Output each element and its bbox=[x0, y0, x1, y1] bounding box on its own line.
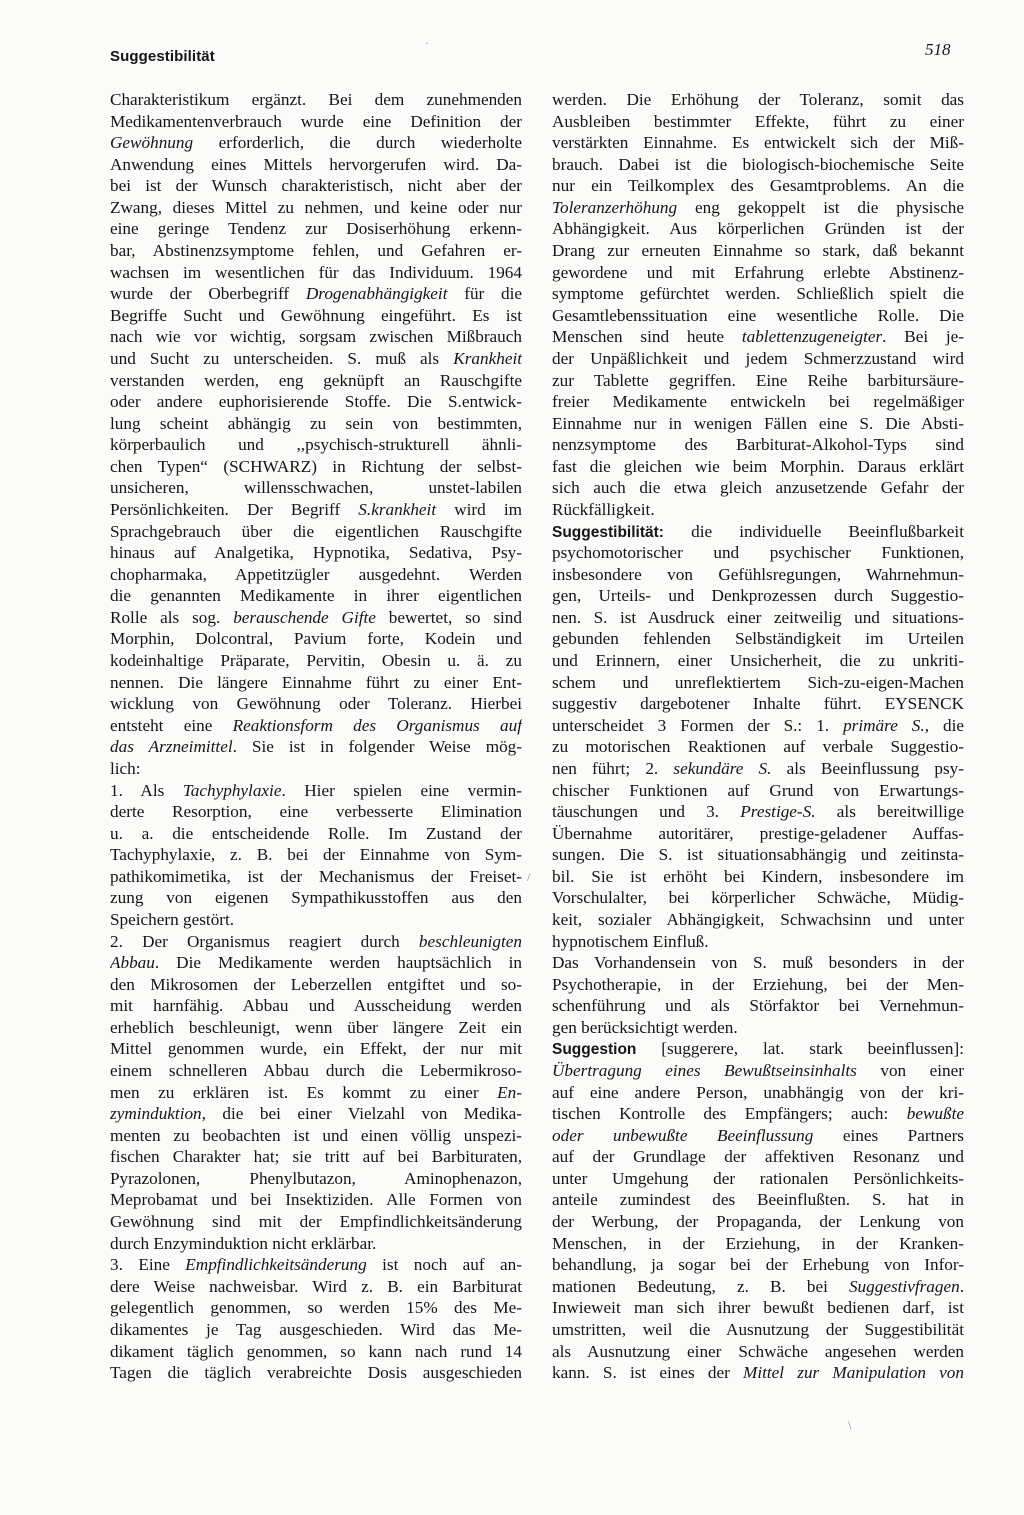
right_column-line: oder unbewußte Beeinflussung eines Partners bbox=[552, 1125, 964, 1145]
right_column-line: gebunden fehlenden Selbständigkeit im Urteilen bbox=[552, 629, 964, 649]
right_column-line: anteile zumindest des Beeinflußten. S. hat in bbox=[552, 1190, 964, 1210]
right_column-line: brauch. Dabei ist die biologisch-biochemische Seite bbox=[552, 154, 964, 174]
right_column-line: nen führt; 2. sekundäre S. als Beeinflussung psy- bbox=[552, 758, 964, 778]
right_column-line: Menschen, in der Erziehung, in der Kranken- bbox=[552, 1233, 964, 1253]
left_column-line: Rolle als sog. berauschende Gifte bewertet, so sind bbox=[110, 607, 522, 627]
right_column-line: hypnotischem Einfluß. bbox=[552, 931, 709, 951]
text-column-right bbox=[552, 89, 964, 1384]
right_column-line: als Ausnutzung einer Schwäche angesehen werden bbox=[552, 1341, 964, 1361]
right_column-line: gen berücksichtigt werden. bbox=[552, 1017, 738, 1037]
right_column-line: nen. S. ist Ausdruck einer zeitweilig und situations- bbox=[552, 607, 964, 627]
right_column-line: Übernahme autoritärer, prestige-geladener Auffas- bbox=[552, 823, 964, 843]
left_column-line: entsteht eine Reaktionsform des Organismus auf bbox=[110, 715, 522, 735]
right_column-line: Inwieweit man sich ihrer bewußt bedienen darf, ist bbox=[552, 1298, 964, 1318]
right_column-line: nur ein Teilkomplex des Gesamtproblems. An die bbox=[552, 176, 964, 196]
right_column-line: gewordene und mit Erfahrung erlebte Abstinenz- bbox=[552, 262, 964, 282]
left_column-line: dere Weise nachweisbar. Wird z. B. ein Barbiturat bbox=[110, 1276, 522, 1296]
left_column-line: 3. Eine Empfindlichkeitsänderung ist noch auf an- bbox=[110, 1255, 522, 1275]
left_column-line: Meprobamat und bei Insektiziden. Alle Formen von bbox=[110, 1190, 522, 1210]
right_column-line: tischen Kontrolle des Empfängers; auch: bewußte bbox=[552, 1104, 964, 1124]
left_column-line: dikamentes je Tag ausgeschieden. Wird das Me- bbox=[110, 1319, 522, 1339]
right_column-line: psychomotorischer und psychischer Funktionen, bbox=[552, 543, 964, 563]
right_column-line: umstritten, weil die Ausnutzung der Suggestibilität bbox=[552, 1319, 964, 1339]
left_column-line: Tagen die täglich verabreichte Dosis ausgeschieden bbox=[110, 1363, 522, 1383]
left_column-line: Sprachgebrauch über die eigentlichen Rauschgifte bbox=[110, 521, 522, 541]
left_column-line: Zwang, dieses Mittel zu nehmen, und keine oder nur bbox=[110, 197, 522, 217]
left_column-line: Anwendung eines Mittels hervorgerufen wird. Da- bbox=[110, 154, 522, 174]
left_column-line: menten zu beobachten ist und einen völlig unspezi- bbox=[110, 1125, 522, 1145]
right_column-line: sungen. Die S. ist situationsabhängig und zeitinsta- bbox=[552, 845, 964, 865]
right_column-line: gen, Urteils- und Denkprozessen durch Suggestio- bbox=[552, 586, 964, 606]
left_column-line: dikament täglich genommen, so kann nach rund 14 bbox=[110, 1341, 522, 1361]
right_column-line: mationen Bedeutung, z. B. bei Suggestivfragen. bbox=[552, 1276, 964, 1296]
left_column-line: das Arzneimittel. Sie ist in folgender Weise mög- bbox=[110, 737, 522, 757]
right_column-line: suggestiv dargebotener Inhalte führt. EYSENCK bbox=[552, 694, 964, 714]
right_column-line: zur Tablette gegriffen. Eine Reihe barbitursäure- bbox=[552, 370, 964, 390]
left_column-line: Medikamentenverbrauch wurde eine Definition der bbox=[110, 111, 522, 131]
right_column-line: Ausbleiben bestimmter Effekte, führt zu einer bbox=[552, 111, 964, 131]
left_column-line: wurde der Oberbegriff Drogenabhängigkeit für die bbox=[110, 284, 522, 304]
left_column-line: verstanden werden, eng geknüpft an Rauschgifte bbox=[110, 370, 522, 390]
right_column-line: schenführung und als Störfaktor bei Vernehmun- bbox=[552, 996, 964, 1016]
left_column-line: durch Enzyminduktion nicht erklärbar. bbox=[110, 1233, 377, 1253]
left_column-line: Mittel genommen wurde, ein Effekt, der nur mit bbox=[110, 1039, 522, 1059]
right_column-line: der Unpäßlichkeit und jedem Schmerzzustand wird bbox=[552, 348, 964, 368]
right_column-line: auf der Grundlage der affektiven Resonanz und bbox=[552, 1147, 964, 1167]
left_column-line: nennen. Die längere Einnahme führt zu einer Ent- bbox=[110, 672, 522, 692]
right_column-line: insbesondere von Gefühlsregungen, Wahrnehmun- bbox=[552, 564, 964, 584]
left_column-line: und Sucht zu unterscheiden. S. muß als Krankheit bbox=[110, 348, 522, 368]
left_column-line: fischen Charakter hat; sie tritt auf bei Barbituraten, bbox=[110, 1147, 522, 1167]
left_column-line: kodeinhaltige Präparate, Pervitin, Obesin u. ä. zu bbox=[110, 651, 522, 671]
running-title: Suggestibilität bbox=[110, 48, 215, 65]
left_column-line: Morphin, Dolcontral, Pavium forte, Kodein und bbox=[110, 629, 522, 649]
right_column-line: bil. Sie ist erhöht bei Kindern, insbesondere im bbox=[552, 866, 964, 886]
left_column-line: oder andere euphorisierende Stoffe. Die S.entwick- bbox=[110, 392, 522, 412]
right_column-line: chischer Funktionen auf Grund von Erwartungs- bbox=[552, 780, 964, 800]
left_column-line: Begriffe Sucht und Gewöhnung eingeführt. Es ist bbox=[110, 305, 522, 325]
right_column-line: Vorschulalter, bei körperlicher Schwäche, Müdig- bbox=[552, 888, 964, 908]
left_column-line: lich: bbox=[110, 758, 141, 778]
left_column-line: derte Resorption, eine verbesserte Elimination bbox=[110, 802, 522, 822]
left_column-line: 2. Der Organismus reagiert durch beschleunigten bbox=[110, 931, 522, 951]
text-column-left bbox=[110, 89, 522, 1384]
left_column-line: chopharmaka, Appetitzügler ausgedehnt. Werden bbox=[110, 564, 522, 584]
left_column-line: wachsen im wesentlichen für das Individuum. 1964 bbox=[110, 262, 522, 282]
left_column-line: Gewöhnung sind mit der Empfindlichkeitsänderung bbox=[110, 1212, 522, 1232]
scan-speck: \ bbox=[848, 1418, 852, 1432]
left_column-line: Pyrazolonen, Phenylbutazon, Aminophenazon, bbox=[110, 1168, 522, 1188]
right_column-line: Menschen sind heute tablettenzugeneigter. Bei je- bbox=[552, 327, 964, 347]
left_column-line: u. a. die entscheidende Rolle. Im Zustand der bbox=[110, 823, 522, 843]
left_column-line: 1. Als Tachyphylaxie. Hier spielen eine vermin- bbox=[110, 780, 522, 800]
right_column-line: auf eine andere Person, unabhängig von der kri- bbox=[552, 1082, 964, 1102]
left_column-line: den Mikrosomen der Leberzellen entgiftet und so- bbox=[110, 974, 522, 994]
scan-speck: · bbox=[425, 36, 429, 50]
right_column-line: Abhängigkeit. Aus körperlichen Gründen ist der bbox=[552, 219, 964, 239]
left_column-line: einem schnelleren Abbau durch die Lebermikroso- bbox=[110, 1061, 522, 1081]
right_column-line: kann. S. ist eines der Mittel zur Manipulation von bbox=[552, 1363, 964, 1383]
right_column-line: verstärkten Einnahme. Es entwickelt sich der Miß- bbox=[552, 133, 964, 153]
left_column-line: eine geringe Tendenz zur Dosiserhöhung erkenn- bbox=[110, 219, 522, 239]
left_column-line: hinaus auf Analgetika, Hypnotika, Sedativa, Psy- bbox=[110, 543, 522, 563]
right_column-line: Toleranzerhöhung eng gekoppelt ist die physische bbox=[552, 197, 964, 217]
left_column-line: die genannten Medikamente in ihrer eigentlichen bbox=[110, 586, 522, 606]
right_column-line: sich auch die etwa gleich anzusetzende Gefahr der bbox=[552, 478, 964, 498]
right_column-line: Übertragung eines Bewußtseinsinhalts von einer bbox=[552, 1061, 964, 1081]
left_column-line: wicklung von Gewöhnung oder Toleranz. Hierbei bbox=[110, 694, 522, 714]
left_column-line: lung scheint abhängig zu sein von bestimmten, bbox=[110, 413, 522, 433]
right_column-line: Gesamtlebenssituation eine wesentliche Rolle. Die bbox=[552, 305, 964, 325]
right_column-line: unter Umgehung der rationalen Persönlichkeits- bbox=[552, 1168, 964, 1188]
right_column-line: fast die gleichen wie beim Morphin. Daraus erklärt bbox=[552, 456, 964, 476]
right_column-line: der Werbung, der Propaganda, der Lenkung von bbox=[552, 1212, 964, 1232]
left_column-line: unsicheren, willensschwachen, unstet-labilen bbox=[110, 478, 522, 498]
right_column-line: Suggestibilität: die individuelle Beeinflußbarkeit bbox=[552, 521, 964, 541]
page-number: 518 bbox=[925, 40, 951, 59]
left_column-line: Abbau. Die Medikamente werden hauptsächlich in bbox=[110, 953, 522, 973]
right_column-line: Einnahme nur in wenigen Fällen eine S. Die Absti- bbox=[552, 413, 964, 433]
right_column-line: Psychotherapie, in der Erziehung, bei der Men- bbox=[552, 974, 964, 994]
right_column-line: zu motorischen Reaktionen auf verbale Suggestio- bbox=[552, 737, 964, 757]
left_column-line: nach wie vor wichtig, sorgsam zwischen Mißbrauch bbox=[110, 327, 522, 347]
right_column-line: und Erinnern, einer Unsicherheit, die zu unkriti- bbox=[552, 651, 964, 671]
left_column-line: Charakteristikum ergänzt. Bei dem zunehmenden bbox=[110, 90, 522, 109]
right_column-line: keit, sozialer Abhängigkeit, Schwachsinn und unter bbox=[552, 909, 964, 929]
right_column-line: täuschungen und 3. Prestige-S. als bereitwillige bbox=[552, 802, 964, 822]
right_column-line: schem und unreflektiertem Sich-zu-eigen-Machen bbox=[552, 672, 964, 692]
right_column-line: freier Medikamente entwickeln bei regelmäßiger bbox=[552, 392, 964, 412]
right_column-line: Drang zur erneuten Einnahme so stark, daß bekannt bbox=[552, 241, 964, 261]
left_column-line: men zu erklären ist. Es kommt zu einer En- bbox=[110, 1082, 522, 1102]
left_column-line: zyminduktion, die bei einer Vielzahl von Medika- bbox=[110, 1104, 522, 1124]
left_column-line: Gewöhnung erforderlich, die durch wiederholte bbox=[110, 133, 522, 153]
right_column-line: unterscheidet 3 Formen der S.: 1. primäre S., die bbox=[552, 715, 964, 735]
right_column-line: Rückfälligkeit. bbox=[552, 499, 655, 519]
right_column-line: werden. Die Erhöhung der Toleranz, somit das bbox=[552, 90, 964, 109]
left_column-line: mit harnfähig. Abbau und Ausscheidung werden bbox=[110, 996, 522, 1016]
left_column-line: gelegentlich genommen, so werden 15% des Me- bbox=[110, 1298, 522, 1318]
right_column-line: Das Vorhandensein von S. muß besonders in der bbox=[552, 953, 964, 973]
right_column-line: nenzsymptome des Barbiturat-Alkohol-Typs sind bbox=[552, 435, 964, 455]
left_column-line: Speichern gestört. bbox=[110, 909, 235, 929]
scan-speck: / bbox=[527, 870, 531, 884]
left_column-line: Persönlichkeiten. Der Begriff S.krankheit wird im bbox=[110, 499, 522, 519]
left_column-line: bei ist der Wunsch charakteristisch, nicht aber der bbox=[110, 176, 522, 196]
left_column-line: körperbaulich und ,,psychisch-strukturell ähnli- bbox=[110, 435, 522, 455]
left_column-line: chen Typen“ (SCHWARZ) in Richtung der selbst- bbox=[110, 456, 522, 476]
left_column-line: erheblich beschleunigt, wenn über längere Zeit ein bbox=[110, 1017, 522, 1037]
right_column-line: Suggestion [suggerere, lat. stark beeinflussen]: bbox=[552, 1039, 964, 1059]
left_column-line: zung von eigenen Sympathikusstoffen aus den bbox=[110, 888, 522, 908]
right_column-line: behandlung, ja sogar bei der Erhebung von Infor- bbox=[552, 1255, 964, 1275]
left_column-line: bar, Abstinenzsymptome fehlen, und Gefahren er- bbox=[110, 241, 522, 261]
right_column-line: symptome gefürchtet werden. Schließlich spielt die bbox=[552, 284, 964, 304]
left_column-line: Tachyphylaxie, z. B. bei der Einnahme von Sym- bbox=[110, 845, 522, 865]
left_column-line: pathikomimetika, ist der Mechanismus der Freiset- bbox=[110, 866, 522, 886]
